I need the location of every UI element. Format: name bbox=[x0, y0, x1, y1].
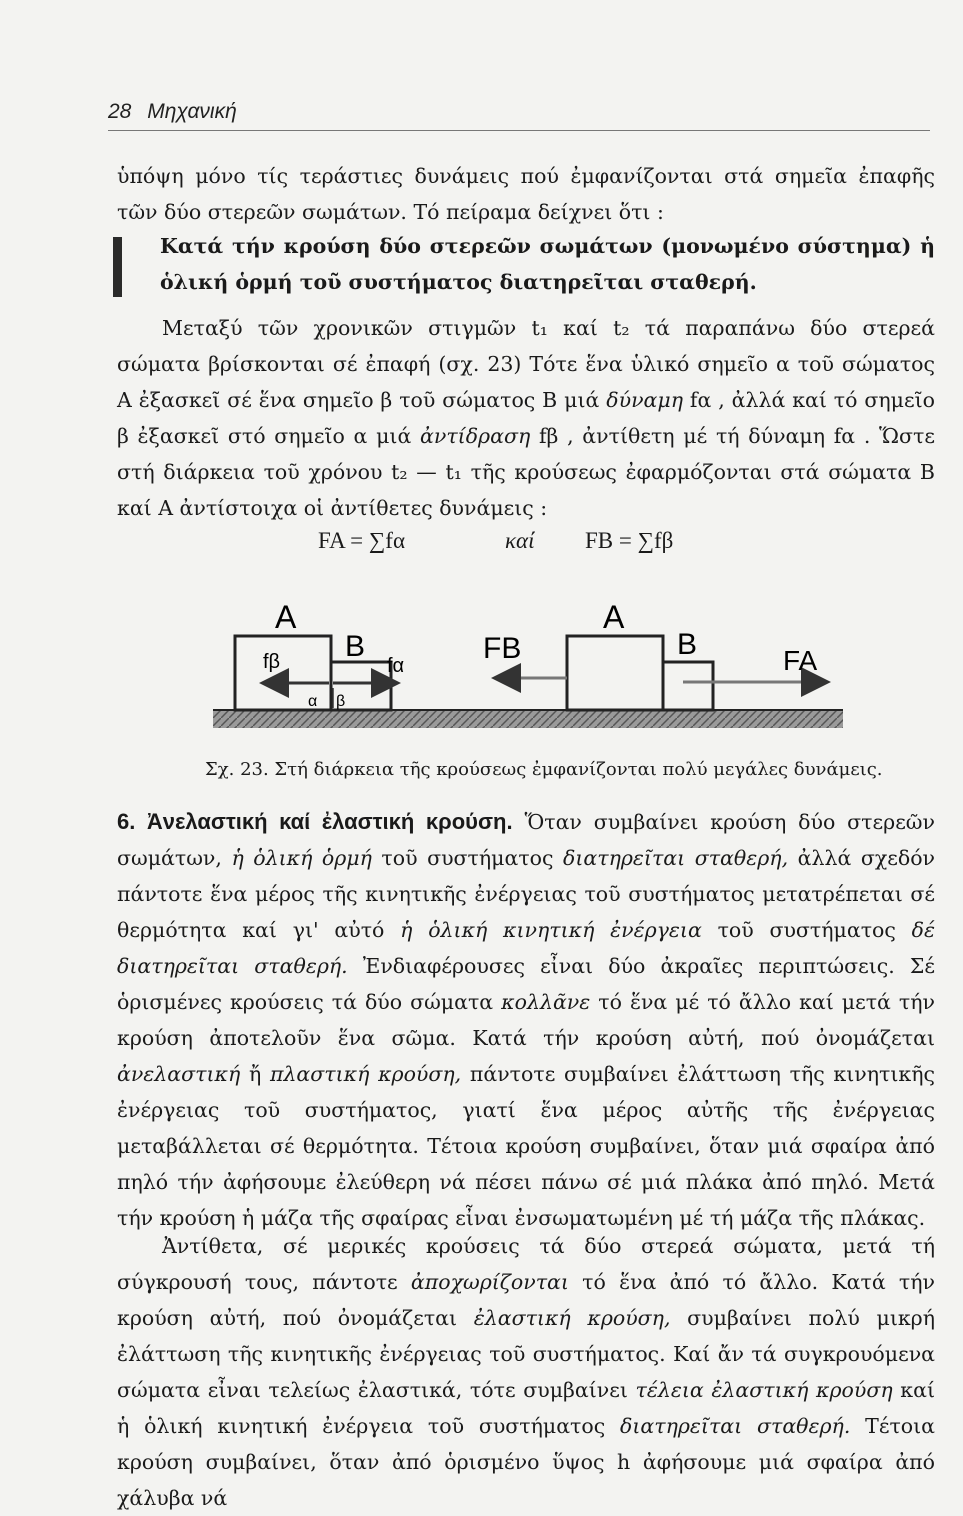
running-title: Μηχανική bbox=[147, 100, 237, 123]
s6-text-4: τοῦ συστήματος bbox=[701, 918, 912, 942]
label-right-B: B bbox=[677, 628, 698, 661]
para2-italic-reaction: ἀντίδραση bbox=[420, 424, 531, 448]
s6-italic-5: κολλᾶνε bbox=[501, 990, 591, 1014]
s6-italic-7: πλαστική κρούση, bbox=[269, 1062, 462, 1086]
para2-text-2: fα , ἀλλά καί τό σημεῖο β ἐξασκεῖ στό σημεῖο α μιά bbox=[117, 388, 935, 448]
p4-text-5: Τέτοια κρούση συμβαίνει, ὅταν ἀπό ὁρισμένο ὕψος h ἀφήσουμε μιά σφαίρα ἀπό χάλυβα νά bbox=[117, 1414, 936, 1510]
label-f-alpha: fα bbox=[387, 655, 405, 677]
s6-italic-3: ἡ ὁλική κινητική ἐνέργεια bbox=[400, 918, 702, 942]
label-point-beta: β bbox=[336, 693, 346, 710]
label-right-FB: FB bbox=[483, 632, 522, 665]
s6-italic-6: ἀνελαστική bbox=[117, 1062, 241, 1086]
s6-text-5: Ἐνδιαφέρουσες εἶναι δύο ἀκραῖες περιπτώσεις. Σέ ὁρισμένες κρούσεις τά δύο σώματα bbox=[117, 954, 936, 1014]
right-body-B bbox=[663, 662, 713, 710]
para2-text-1: Μεταξύ τῶν χρονικῶν στιγμῶν t₁ καί t₂ τά παραπάνω δύο στερεά σώματα βρίσκονται σέ ἐπαφή (σχ. 23) Τότε ἕνα ὑλικό σημεῖο α τοῦ σώματος Α ἐξασκεῖ σέ ἕνα σημεῖο β τοῦ σώματος Β μιά bbox=[117, 316, 935, 412]
label-left-B: B bbox=[345, 630, 366, 663]
para2-italic-force: δύναμη bbox=[606, 388, 683, 412]
para2-text-3: fβ , ἀντίθετη μέ τή δύναμη fα . Ὥστε στή διάρκεια τοῦ χρόνου t₂ — t₁ τῆς κρούσεως ἐφαρμόζονται στά σώματα Β καί Α ἀντίστοιχα οἱ ἀντίθετες δυνάμεις : bbox=[117, 424, 936, 520]
running-header bbox=[108, 100, 930, 124]
s6-text-3: ἀλλά σχεδόν πάντοτε ἕνα μέρος τῆς κινητικῆς ἐνέργειας τοῦ συστήματος μετατρέπεται σέ θερμότητα καί γι' αὐτό bbox=[117, 846, 936, 942]
figure-collision bbox=[205, 590, 845, 740]
p4-italic-4: διατηρεῖται σταθερή. bbox=[620, 1414, 851, 1438]
formula-FA: FA = ∑fα bbox=[318, 528, 406, 553]
p4-text-2: τό ἕνα ἀπό τό ἄλλο. Κατά τήν κρούση αὐτή, πού ὀνομάζεται bbox=[117, 1270, 935, 1330]
formula-FB: FB = ∑fβ bbox=[585, 528, 674, 553]
s6-text-2: τοῦ συστήματος bbox=[371, 846, 564, 870]
p4-text-3: συμβαίνει πολύ μικρή ἐλάττωση τῆς κινητικῆς ἐνέργειας τοῦ συστήματος. Καί ἄν τά συγκρουόμενα σώματα εἶναι τελείως ἐλαστικά, τότε συμβαίνει bbox=[117, 1306, 935, 1402]
p4-italic-1: ἀποχωρίζονται bbox=[410, 1270, 569, 1294]
s6-text-8: πάντοτε συμβαίνει ἐλάττωση τῆς κινητικῆς ἐνέργειας τοῦ συστήματος, γιατί ἕνα μέρος αὐτῆς τῆς ἐνέργειας μεταβάλλεται σέ θερμότητα. Τέτοια κρούση συμβαίνει, ὅταν μιά σφαίρα ἀπό πηλό τήν ἀφήσουμε ἐλεύθερη νά πέσει πάνω σέ μιά πλάκα ἀπό πηλό. Μετά τήν κρούση ἡ μάζα τῆς σφαίρας εἶναι ἐνσωματωμένη μέ τή μάζα τῆς πλάκας. bbox=[117, 1062, 935, 1230]
label-right-FA: FA bbox=[783, 645, 818, 676]
paragraph-intro: ὑπόψη μόνο τίς τεράστιες δυνάμεις πού ἐμφανίζονται στά σημεῖα ἐπαφῆς τῶν δύο στερεῶν σωμάτων. Τό πείραμα δείχνει ὅτι : bbox=[117, 164, 935, 224]
formula-conjunction: καί bbox=[505, 528, 535, 553]
label-point-alpha: α bbox=[308, 693, 318, 710]
page-number: 28 bbox=[108, 100, 132, 123]
label-left-A: A bbox=[275, 599, 297, 635]
p4-text-4: καί ἡ ὁλική κινητική ἐνέργεια τοῦ συστήματος bbox=[117, 1378, 935, 1438]
s6-italic-2: διατηρεῖται σταθερή, bbox=[563, 846, 789, 870]
conservation-law-statement: Κατά τήν κρούση δύο στερεῶν σωμάτων (μονωμένο σύστημα) ἡ ὁλική ὁρμή τοῦ συστήματος διατηρεῖται σταθερή. bbox=[160, 234, 935, 294]
label-f-beta: fβ bbox=[263, 651, 281, 673]
p4-text-1: Ἀντίθετα, σέ μερικές κρούσεις τά δύο στερεά σώματα, μετά τή σύγκρουσή τους, πάντοτε bbox=[117, 1234, 935, 1294]
law-margin-bar bbox=[113, 237, 122, 297]
s6-italic-1: ἡ ὁλική ὁρμή bbox=[231, 846, 372, 870]
s6-text-6: τό ἕνα μέ τό ἄλλο καί μετά τήν κρούση ἀποτελοῦν ἕνα σῶμα. Κατά τήν κρούση αὐτή, πού ὀνομάζεται bbox=[117, 990, 935, 1050]
section-heading: 6. Ἀνελαστική καί ἐλαστική κρούση. bbox=[117, 809, 513, 834]
s6-text-7: ἤ bbox=[240, 1062, 270, 1086]
paragraph-elastic bbox=[117, 1228, 935, 1516]
s6-italic-4: δέ διατηρεῖται σταθερή. bbox=[117, 918, 935, 978]
p4-italic-3: τέλεια ἐλαστική κρούση bbox=[635, 1378, 893, 1402]
right-body-A bbox=[567, 636, 663, 710]
paragraph-contact-forces bbox=[117, 310, 935, 526]
header-rule bbox=[108, 130, 930, 131]
p4-italic-2: ἐλαστική κρούση, bbox=[473, 1306, 671, 1330]
section-6-paragraph bbox=[117, 804, 935, 1236]
s6-text-1: Ὅταν συμβαίνει κρούση δύο στερεῶν σωμάτων, bbox=[117, 810, 935, 870]
figure-caption: Σχ. 23. Στή διάρκεια τῆς κρούσεως ἐμφανίζονται πολύ μεγάλες δυνάμεις. bbox=[205, 759, 883, 780]
label-right-A: A bbox=[603, 599, 625, 635]
ground-surface bbox=[213, 710, 843, 728]
